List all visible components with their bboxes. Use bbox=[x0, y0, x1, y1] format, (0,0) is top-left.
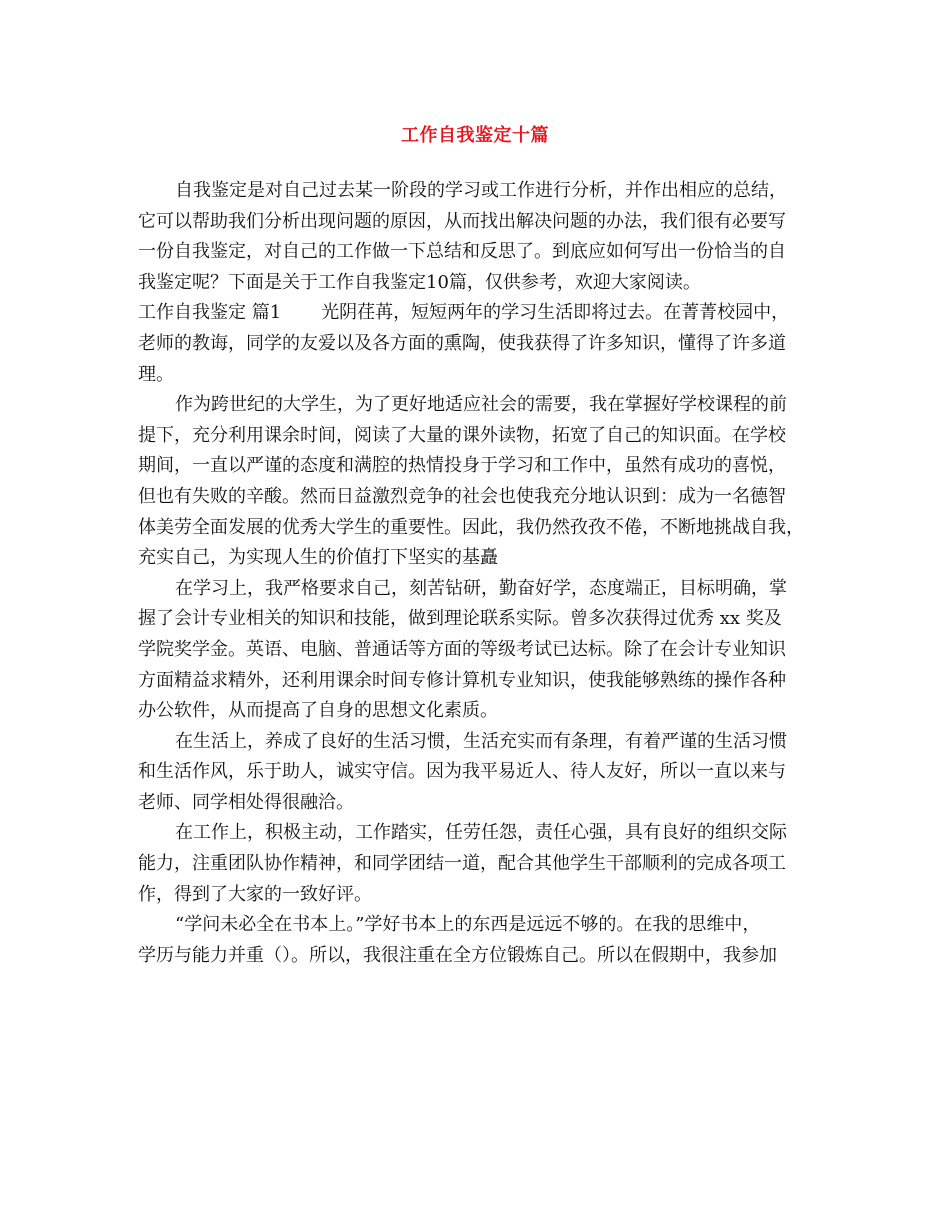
text-line: “学问未必全在书本上。”学好书本上的东西是远远不够的。在我的思维中， bbox=[175, 914, 761, 936]
text-line: 在生活上，养成了良好的生活习惯，生活充实而有条理，有着严谨的生活习惯 bbox=[175, 730, 787, 752]
text-line: 期间，一直以严谨的态度和满腔的热情投身于学习和工作中，虽然有成功的喜悦， bbox=[138, 455, 786, 477]
text-line: 在工作上，积极主动，工作踏实，任劳任怨，责任心强，具有良好的组织交际 bbox=[175, 822, 787, 844]
text-line: 老师的教诲，同学的友爱以及各方面的熏陶，使我获得了许多知识，懂得了许多道 bbox=[138, 332, 786, 354]
text-line: 光阴荏苒，短短两年的学习生活即将过去。在菁菁校园中， bbox=[321, 302, 790, 324]
text-line: 学院奖学金。英语、电脑、普通话等方面的等级考试已达标。除了在会计专业知识 bbox=[138, 638, 786, 660]
section-heading: 工作自我鉴定 篇1 bbox=[138, 302, 282, 324]
text-line: 体美劳全面发展的优秀大学生的重要性。因此，我仍然孜孜不倦，不断地挑战自我， bbox=[138, 516, 804, 538]
text-line: 一份自我鉴定，对自己的工作做一下总结和反思了。到底应如何写出一份恰当的自 bbox=[138, 241, 786, 263]
text-line: 提下，充分利用课余时间，阅读了大量的课外读物，拓宽了自己的知识面。在学校 bbox=[138, 424, 786, 446]
text-line: 我鉴定呢？下面是关于工作自我鉴定10篇，仅供参考，欢迎大家阅读。 bbox=[138, 271, 701, 293]
text-line: 老师、同学相处得很融洽。 bbox=[138, 791, 354, 813]
text-line: 学历与能力并重（）。所以，我很注重在全方位锻炼自己。所以在假期中，我参加 bbox=[138, 944, 777, 966]
text-line: 方面精益求精外，还利用课余时间专修计算机专业知识，使我能够熟练的操作各种 bbox=[138, 669, 786, 691]
text-line: 它可以帮助我们分析出现问题的原因，从而找出解决问题的办法，我们很有必要写 bbox=[138, 210, 786, 232]
text-line: 但也有失败的辛酸。然而日益激烈竞争的社会也使我充分地认识到：成为一名德智 bbox=[138, 485, 786, 507]
text-line: 握了会计专业相关的知识和技能，做到理论联系实际。曾多次获得过优秀 xx 奖及 bbox=[138, 608, 782, 630]
text-line: 作，得到了大家的一致好评。 bbox=[138, 883, 372, 905]
document-title: 工作自我鉴定十篇 bbox=[401, 125, 549, 146]
text-line: 在学习上，我严格要求自己，刻苦钻研，勤奋好学，态度端正，目标明确，掌 bbox=[175, 577, 787, 599]
section-heading-line bbox=[138, 298, 828, 329]
document-body bbox=[138, 176, 828, 971]
text-line: 办公软件，从而提高了自身的思想文化素质。 bbox=[138, 700, 498, 722]
text-line: 充实自己，为实现人生的价值打下坚实的基矗 bbox=[138, 547, 498, 569]
text-line: 和生活作风，乐于助人，诚实守信。因为我平易近人、待人友好，所以一直以来与 bbox=[138, 761, 786, 783]
text-line: 作为跨世纪的大学生，为了更好地适应社会的需要，我在掌握好学校课程的前 bbox=[175, 394, 787, 416]
text-line: 理。 bbox=[138, 363, 174, 385]
text-line: 自我鉴定是对自己过去某一阶段的学习或工作进行分析，并作出相应的总结， bbox=[175, 180, 787, 201]
text-line: 能力，注重团队协作精神，和同学团结一道，配合其他学生干部顺利的完成各项工 bbox=[138, 853, 786, 875]
